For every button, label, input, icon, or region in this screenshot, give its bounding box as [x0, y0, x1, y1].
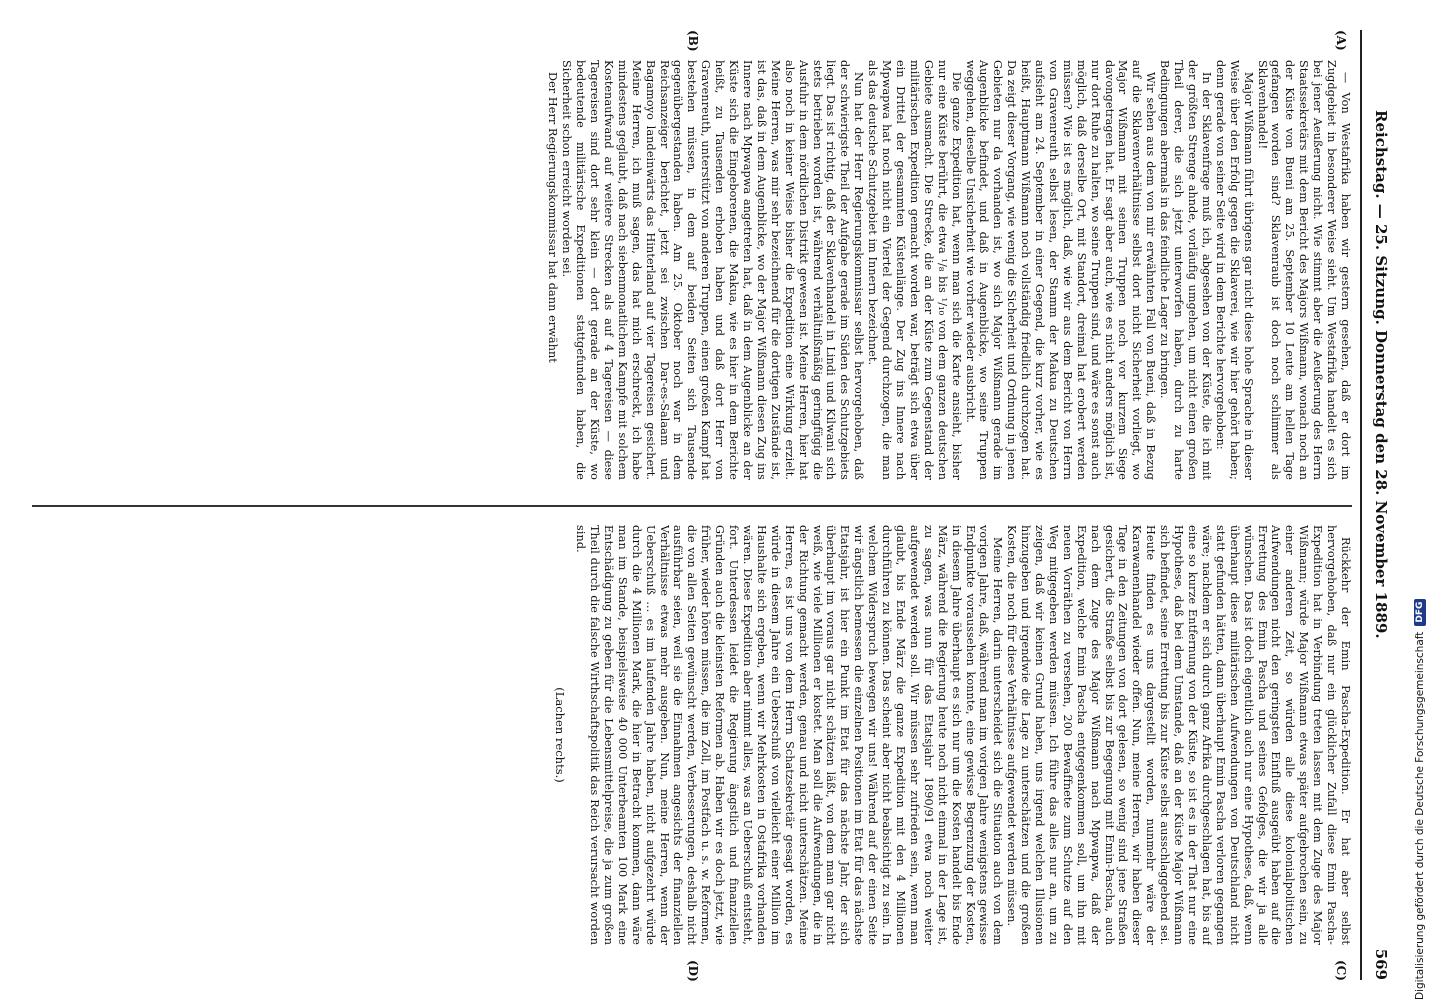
header-title: Reichstag. — 25. Sitzung. Donnerstag den 28. November 1889.	[1372, 110, 1390, 639]
page-header	[1364, 30, 1392, 980]
left-column-paragraph: Der Herr Regierungskommissar hat dann erwähnt	[546, 72, 560, 363]
closing-remark: (Lachen rechts.)	[553, 687, 568, 783]
left-column-paragraph: Die ganze Expedition hat, wenn man sich die Karte ansieht, bisher nur eine Küste berührt, die etwa ¹/₈ bis ¹/₁₀ von dem ganzen deutschen Gebiete ausmacht. Die Strecke, die an der Küste zum Gegenstand der militärischen Expedition gemacht worden war, beträgt sich etwa über ein Drittel der gesammten Küstenlänge. Der Zug ins Innere nach Mpwapwa hat noch nicht ein Viertel der Gegend durchzogen, die man als das deutsche Schutzgebiet im Innern bezeichnet.	[866, 60, 963, 480]
margin-marker-d: (D)	[686, 960, 700, 982]
left-column-paragraph: Major Wißmann führt übrigens gar nicht diese hohe Sprache in dieser Weise über den Erfolg gegen die Sklaverei, wie wir hier gehört haben; denn gerade von seiner Seite wird in dem Berichte hervorgehoben:	[1213, 60, 1255, 480]
document-page	[10, 0, 1400, 1000]
dfg-logo-icon: DFG	[1414, 599, 1426, 626]
left-column-paragraph: Wir sehen aus dem von mir erwähnten Fall von Bueni, daß in Bezug auf die Sklavenverhältnisse selbst dort nicht Sicherheit vorliegt, wo Major Wißmann mit seinen Truppen noch vor kurzem Siege davongetragen hat. Er sagt aber auch, wie es nicht anders möglich ist, nur dort Ruhe zu halten, wo seine Truppen sind, und wäre es sonst auch möglich, daß derselbe Ort, mit Standort, dreimal hat erobert werden müssen? Wie ist es möglich, daß, wie wir aus dem Bericht von Herrn von Gravenreuth selbst lesen, der Stamm der Makua zu Deutschen aufsieht am 24. September in einer Gegend, die kurz vorher, wie es heißt, Hauptmann Wißmann noch vollständig friedlich durchzogen hat. Da zeigt dieser Vorgang, wie wenig die Sicherheit und Ordnung in jenen Gebieten nur da vorhanden ist, wo sich Major Wißmann gerade im Augenblicke befindet, und daß in Augenblicke, wo seine Truppen weggehen, dieselbe Unsicherheit wie vorher wieder ausbricht.	[963, 60, 1158, 480]
margin-marker-c: (C)	[1334, 960, 1348, 981]
right-column-paragraph: Rückkehr der Emin Pascha-Expedition. Er hat aber selbst hervorgehoben, daß nur ein glücklicher Zufall diese Emin Pascha-Expedition hat in Verbindung treten lassen mit dem Zuge des Major Wißmann; würde Major Wißmann etwas später aufgebrochen sein, zu einer anderen Zeit, so würden alle diese kolonialpolitischen Aufwendungen nicht den geringsten Einfluß ausgeübt haben auf die Errettung des Emin Pascha und seines Gefolges, die wir ja alle wünschen. Das ist doch eigentlich auch nur eine Hypothese, daß, wenn überhaupt diese militärischen Aufwendungen von Deutschland nicht statt gefunden hätten, dann überhaupt Emin Pascha verloren gegangen wäre; nachdem er sich durch ganz Afrika durchgeschlagen hat, bis auf eine so kurze Entfernung von der Küste, so ist es in der That nur eine Hypothese, daß bei dem Umstande, daß an der Küste Major Wißmann sich befindet, seine Errettung bis zur Küste selbst ausschlaggebend sei. Heute finden es uns dargestellt worden, nunmehr wäre der Karawanenhandel wieder offen. Nun, meine Herren, wir haben dieser Tage in den Zeitungen von dort gelesen, so wenig sind jene Straßen gesichert, die Straße selbst bis zur Begegnung mit Emin-Pascha, auch nach dem Zuge des Major Wißmann nach Mpwapwa, daß der Expedition, welche Emin Pascha entgegenkommen soll, um ihn mit neuen Vorräthen zu versehen, 200 Bewaffnete zum Schutze auf den Weg mitgegeben werden müssen. Ich führe das alles nur an, um zu zeigen, daß wir keinen Grund haben, uns irgend welchen Illusionen hinzugeben und irgendwie die Lage zu unterschätzen und die großen Kosten, die noch für diese Verhältnisse aufgewendet werden müssen.	[1005, 525, 1352, 945]
margin-marker-b: (B)	[686, 30, 700, 52]
page-number: 569	[1372, 948, 1390, 980]
left-column-paragraph: Nun hat der Herr Regierungskommissar selbst hervorgehoben, daß der schwierigste Theil der Aufgabe gerade im Süden des Schutzgebiets liegt. Das ist richtig, daß der Sklavenhandel in Lindi und Kilwani sich stets betrieben worden ist, während verhältnißmäßig geringfügig die Ausfuhr in dem nördlichen Distrikt gewesen ist. Meine Herren, hier hat also noch in keiner Weise bisher die Expedition eine Wirkung erzielt. Meine Herren, was mir sehr bezeichnend für die dortigen Zustände ist, ist das, daß in dem Augenblicke, wo der Major Wißmann diesen Zug ins Innere nach Mpwapwa angetreten hat, daß in dem Augenblicke an der Küste sich die Eingeborenen, die Makua, wie es hier in dem Berichte heißt, zu Tausenden erhoben haben und daß dort Herr von Gravenreuth, unterstützt von anderen Truppen, einen großen Kampf hat bestehen müssen, in dem auf beiden Seiten sich Tausende gegenübergestanden haben. Am 25. Oktober noch war in dem Reichsanzeiger berichtet, jetzt sei zwischen Dar-es-Salaam und Bagamoyo landeinwärts das Hinterland auf vier Tagereisen gesichert. Meine Herren, ich muß sagen, das hat mich erschreckt, ich habe mindestens geglaubt, daß nach siebenmonatlichem Kampfe mit solchem Kostenaufwand auf weitere Strecken als auf 4 Tagereisen — diese Tagereisen sind dort sehr klein — dort gerade an der Küste, wo bedeutende militärische Expeditionen stattgefunden haben, die Sicherheit schon erreicht worden sei.	[560, 60, 866, 480]
left-column-paragraph: — Von Westafrika haben wir gestern gesehen, daß er dort im Zugdgebiet in besonderer Weise sieht. Um Westafrika handelt es sich bei jener Aeußerung nicht. Wie stimmt aber die Aeußerung des Herrn Staatssekretärs mit dem Bericht des Majors Wißmann, wonach noch an der Küste von Bueni am 25. September 10 Leute am hellen Tage gefangen worden sind? Sklavenraub ist doch noch schlimmer als Sklavenhandel!	[1255, 60, 1352, 480]
left-column-paragraph: In der Sklavenfrage muß ich, abgesehen von der Küste, die ich mit der größten Strenge ahnde, vorläufig umgehen, um nicht einen großen Theil derer, die sich jetzt unterworfen haben, durch zu harte Bedingungen abermals in das feindliche Lager zu bringen.	[1158, 60, 1213, 480]
right-text-column	[22, 525, 1352, 945]
digitization-note-text: Digitalisierung gefördert durch die Deutsche Forschungsgemeinschaft	[1414, 631, 1426, 1000]
margin-marker-a: (A)	[1334, 30, 1348, 51]
column-divider	[32, 505, 1352, 507]
left-text-column	[22, 60, 1352, 480]
right-column-paragraph: Meine Herren, darin unterscheidet sich die Situation auch von dem vorigen Jahre, daß, während man im vorigen Jahre wenigstens gewisse Endpunkte voraussehen konnte, eine gewisse Begrenzung der Kosten, in diesem Jahre überhaupt es sich nur um die Kosten handelt bis Ende März, während die Regierung heute noch nicht einmal in der Lage ist, zu sagen, was nun für das Etatsjahr 1890/91 etwa noch weiter aufgewendet werden soll. Wir müssen sehr zufrieden sein, wenn man glaubt, bis Ende März die ganze Expedition mit den 4 Millionen durchführen zu können. Das scheint aber nicht beabsichtigt zu sein. In welchem Widerspruch bewegen wir uns! Während auf der einen Seite wir ängstlich bemessen die einzelnen Positionen im Etat für das nächste Etatsjahr, ist hier ein Punkt im Etat für das nächste Jahr, der sich überhaupt im voraus gar nicht schätzen läßt, von dem man gar nicht weiß, wie viele Millionen er kostet. Man soll die Aufwendungen, die in der Richtung gemacht werden, genau und nicht unterschätzen. Meine Herren, es ist uns von dem Herrn Schatzsekretär gesagt worden, es würde in diesem Jahre ein Ueberschuß von vielleicht einer Million im Haushalte sich ergeben, wenn wir Mehrkosten in Ostafrika vorhanden wären. Diese Expedition aber nimmt alles, was an Ueberschuß entsteht, fort. Unterdessen leidet die Regierung ängstlich und finanziellen Gründen auch die kleinsten Reformen ab. Haben wir es doch jetzt, wie früher, wieder hören müssen, die im Zoll, im Postfach u. s. w. Reformen, die von allen Seiten gewünscht werden, Verbesserungen, deshalb nicht ausführbar seien, weil sie die Einnahmen angesichts der finanziellen Verhältnisse etwas mehr ausgeben. Nun, meine Herren, wenn der Ueberschuß ... es im laufenden Jahre haben, nicht aufgezehrt würde durch die 4 Millionen Mark, die hier in Betracht kommen, dann wäre man im Stande, beispielsweise 40 000 Unterbeamten 100 Mark eine Entschädigung zu geben für die Lebensmittelpreise, die ja zum großen Theil durch die falsche Wirthschaftspolitik das Reich verursacht worden sind.	[574, 525, 1005, 945]
digitization-note	[1412, 0, 1428, 1000]
header-rule	[1360, 30, 1362, 980]
